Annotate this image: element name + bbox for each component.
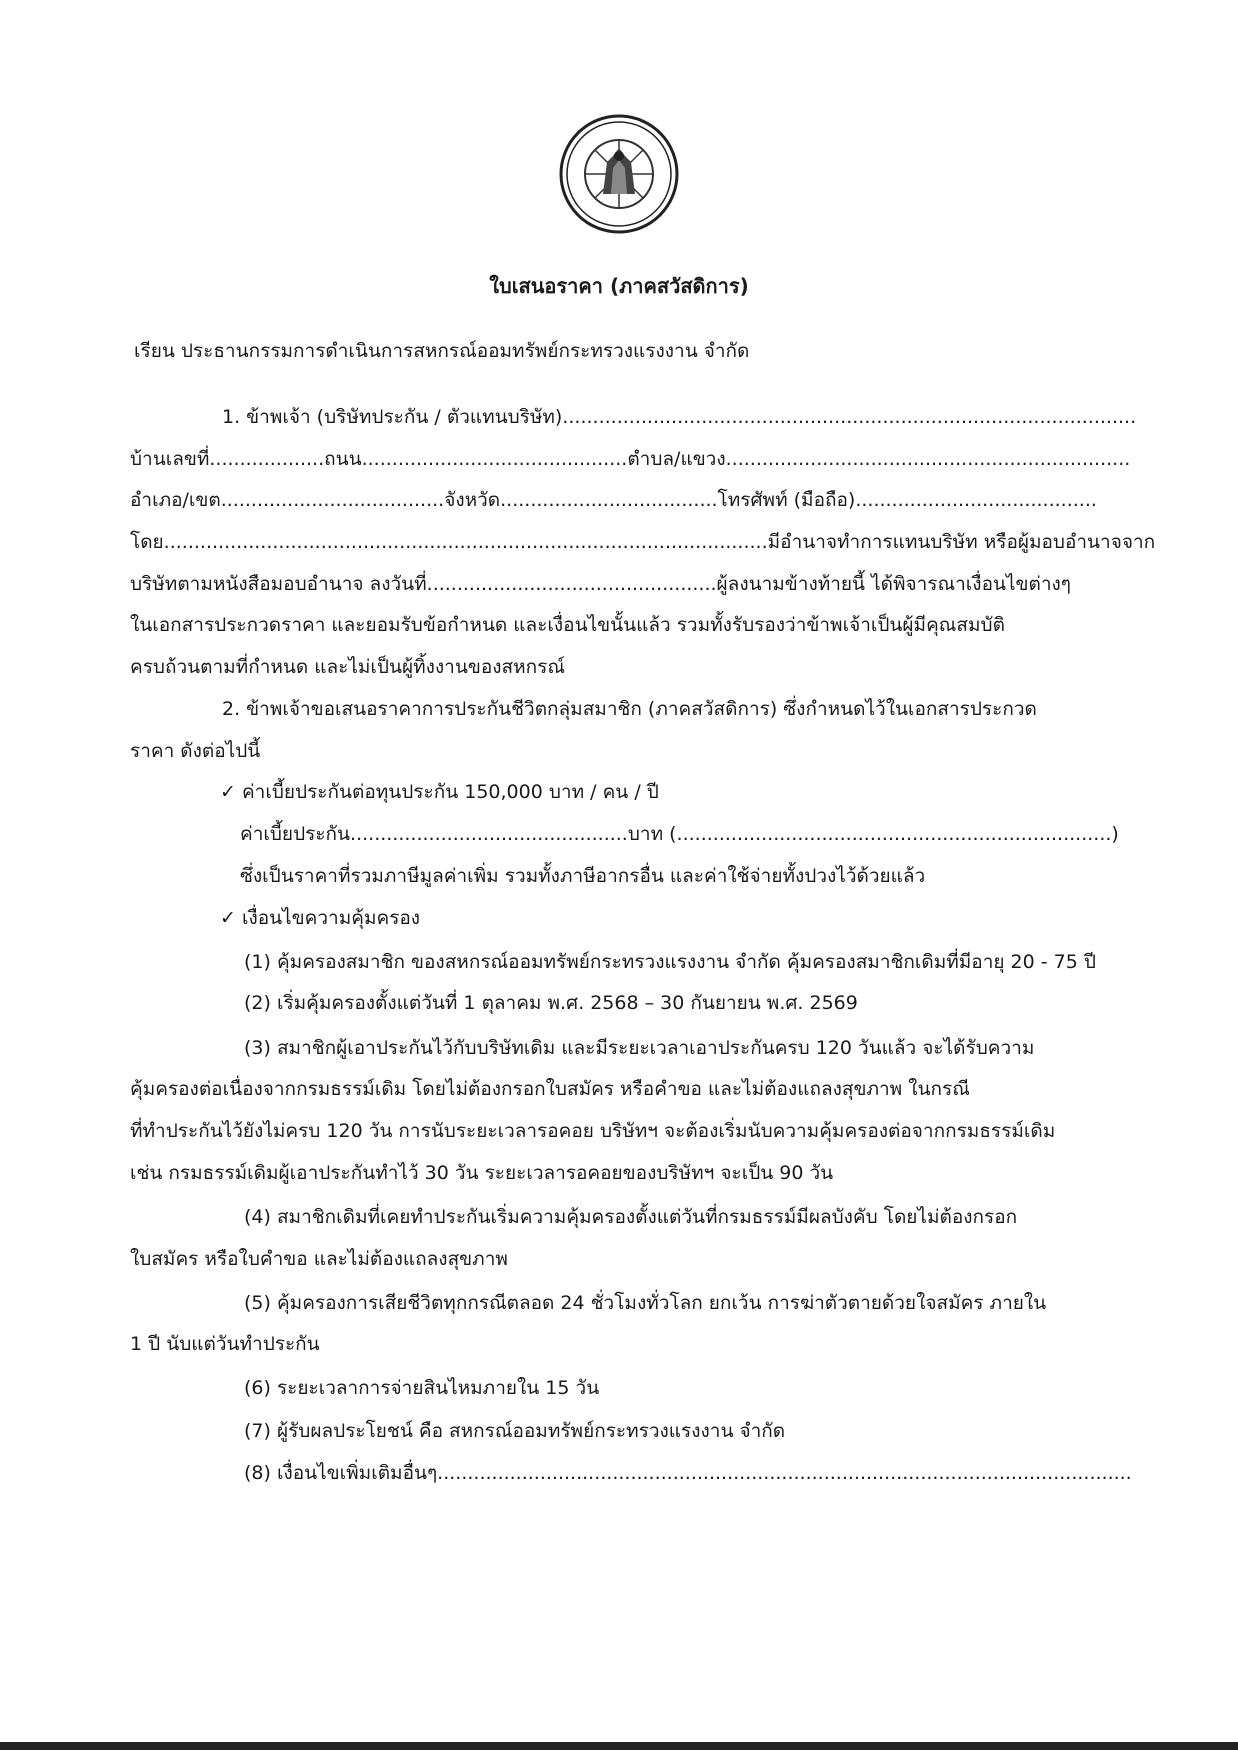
coverage-item-6: (6) ระยะเวลาการจ่ายสินไหมภายใน 15 วัน (244, 1377, 600, 1399)
s2-line-offer: 2. ข้าพเจ้าขอเสนอราคาการประกันชีวิตกลุ่มสมาชิก (ภาคสวัสดิการ) ซึ่งกำหนดไว้ในเอกสารประกวด (222, 698, 1037, 720)
scan-edge-border (0, 1742, 1238, 1750)
s1-line-district: อำเภอ/เขต.....................................จังหวัด....................................โทรศัพท์ (มือถือ)........................................ (130, 489, 1097, 511)
coverage-item-5-line2: 1 ปี นับแต่วันทำประกัน (130, 1333, 320, 1355)
s1-line-acceptance: ในเอกสารประกวดราคา และยอมรับข้อกำหนด และเงื่อนไขนั้นแล้ว รวมทั้งรับรองว่าข้าพเจ้าเป็นผู้มีคุณสมบัติ (130, 614, 1005, 636)
coverage-item-2: (2) เริ่มคุ้มครองตั้งแต่วันที่ 1 ตุลาคม พ.ศ. 2568 – 30 กันยายน พ.ศ. 2569 (244, 992, 858, 1014)
coverage-item-3-line1: (3) สมาชิกผู้เอาประกันไว้กับบริษัทเดิม และมีระยะเวลาเอาประกันครบ 120 วันแล้ว จะได้รับความ (244, 1037, 1035, 1059)
coverage-item-8: (8) เงื่อนไขเพิ่มเติมอื่นๆ................................................................................................................... (244, 1462, 1132, 1484)
s1-line-authority: โดย....................................................................................................มีอำนาจทำการแทนบริษัท หรือผู้มอบอำนาจจาก (130, 531, 1156, 553)
coverage-item-4-line2: ใบสมัคร หรือใบคำขอ และไม่ต้องแถลงสุขภาพ (130, 1248, 508, 1270)
s2-line-offer-cont: ราคา ดังต่อไปนี้ (130, 740, 261, 762)
coverage-item-5-line1: (5) คุ้มครองการเสียชีวิตทุกกรณีตลอด 24 ชั่วโมงทั่วโลก ยกเว้น การฆ่าตัวตายด้วยใจสมัคร ภายใน (244, 1292, 1047, 1314)
s1-line-address: บ้านเลขที่...................ถนน............................................ตำบล/แขวง................................................................... (130, 448, 1131, 470)
s1-line-company: 1. ข้าพเจ้า (บริษัทประกัน / ตัวแทนบริษัท)............................................................................................... (222, 406, 1137, 428)
s1-line-power-of-attorney: บริษัทตามหนังสือมอบอำนาจ ลงวันที่................................................ผู้ลงนามข้างท้ายนี้ ได้พิจารณาเงื่อนไขต่างๆ (130, 573, 1072, 595)
s1-line-qualification: ครบถ้วนตามที่กำหนด และไม่เป็นผู้ทิ้งงานของสหกรณ์ (130, 656, 565, 678)
coverage-heading: ✓ เงื่อนไขความคุ้มครอง (220, 907, 421, 929)
coverage-item-1: (1) คุ้มครองสมาชิก ของสหกรณ์ออมทรัพย์กระทรวงแรงงาน จำกัด คุ้มครองสมาชิกเดิมที่มีอายุ 20 - 75 ปี (244, 951, 1096, 973)
coverage-item-3-line3: ที่ทำประกันไว้ยังไม่ครบ 120 วัน การนับระยะเวลารอคอย บริษัทฯ จะต้องเริ่มนับความคุ้มครองต่อจากกรมธรรม์เดิม (130, 1120, 1056, 1142)
cooperative-seal-logo (557, 112, 681, 236)
coverage-item-4-line1: (4) สมาชิกเดิมที่เคยทำประกันเริ่มความคุ้มครองตั้งแต่วันที่กรมธรรม์มีผลบังคับ โดยไม่ต้องกรอก (244, 1206, 1018, 1228)
premium-note: ซึ่งเป็นราคาที่รวมภาษีมูลค่าเพิ่ม รวมทั้งภาษีอากรอื่น และค่าใช้จ่ายทั้งปวงไว้ด้วยแล้ว (240, 865, 926, 887)
coverage-item-7: (7) ผู้รับผลประโยชน์ คือ สหกรณ์ออมทรัพย์กระทรวงแรงงาน จำกัด (244, 1420, 786, 1442)
document-title: ใบเสนอราคา (ภาคสวัสดิการ) (489, 274, 749, 298)
premium-amount-line: ค่าเบี้ยประกัน..............................................บาท (........................................................................) (240, 823, 1119, 845)
salutation: เรียน ประธานกรรมการดำเนินการสหกรณ์ออมทรัพย์กระทรวงแรงงาน จำกัด (134, 340, 750, 362)
coverage-item-3-line4: เช่น กรมธรรม์เดิมผู้เอาประกันทำไว้ 30 วัน ระยะเวลารอคอยของบริษัทฯ จะเป็น 90 วัน (130, 1162, 834, 1184)
coverage-item-3-line2: คุ้มครองต่อเนื่องจากกรมธรรม์เดิม โดยไม่ต้องกรอกใบสมัคร หรือคำขอ และไม่ต้องแถลงสุขภาพ ในกรณี (130, 1078, 970, 1100)
premium-heading: ✓ ค่าเบี้ยประกันต่อทุนประกัน 150,000 บาท / คน / ปี (220, 781, 659, 803)
